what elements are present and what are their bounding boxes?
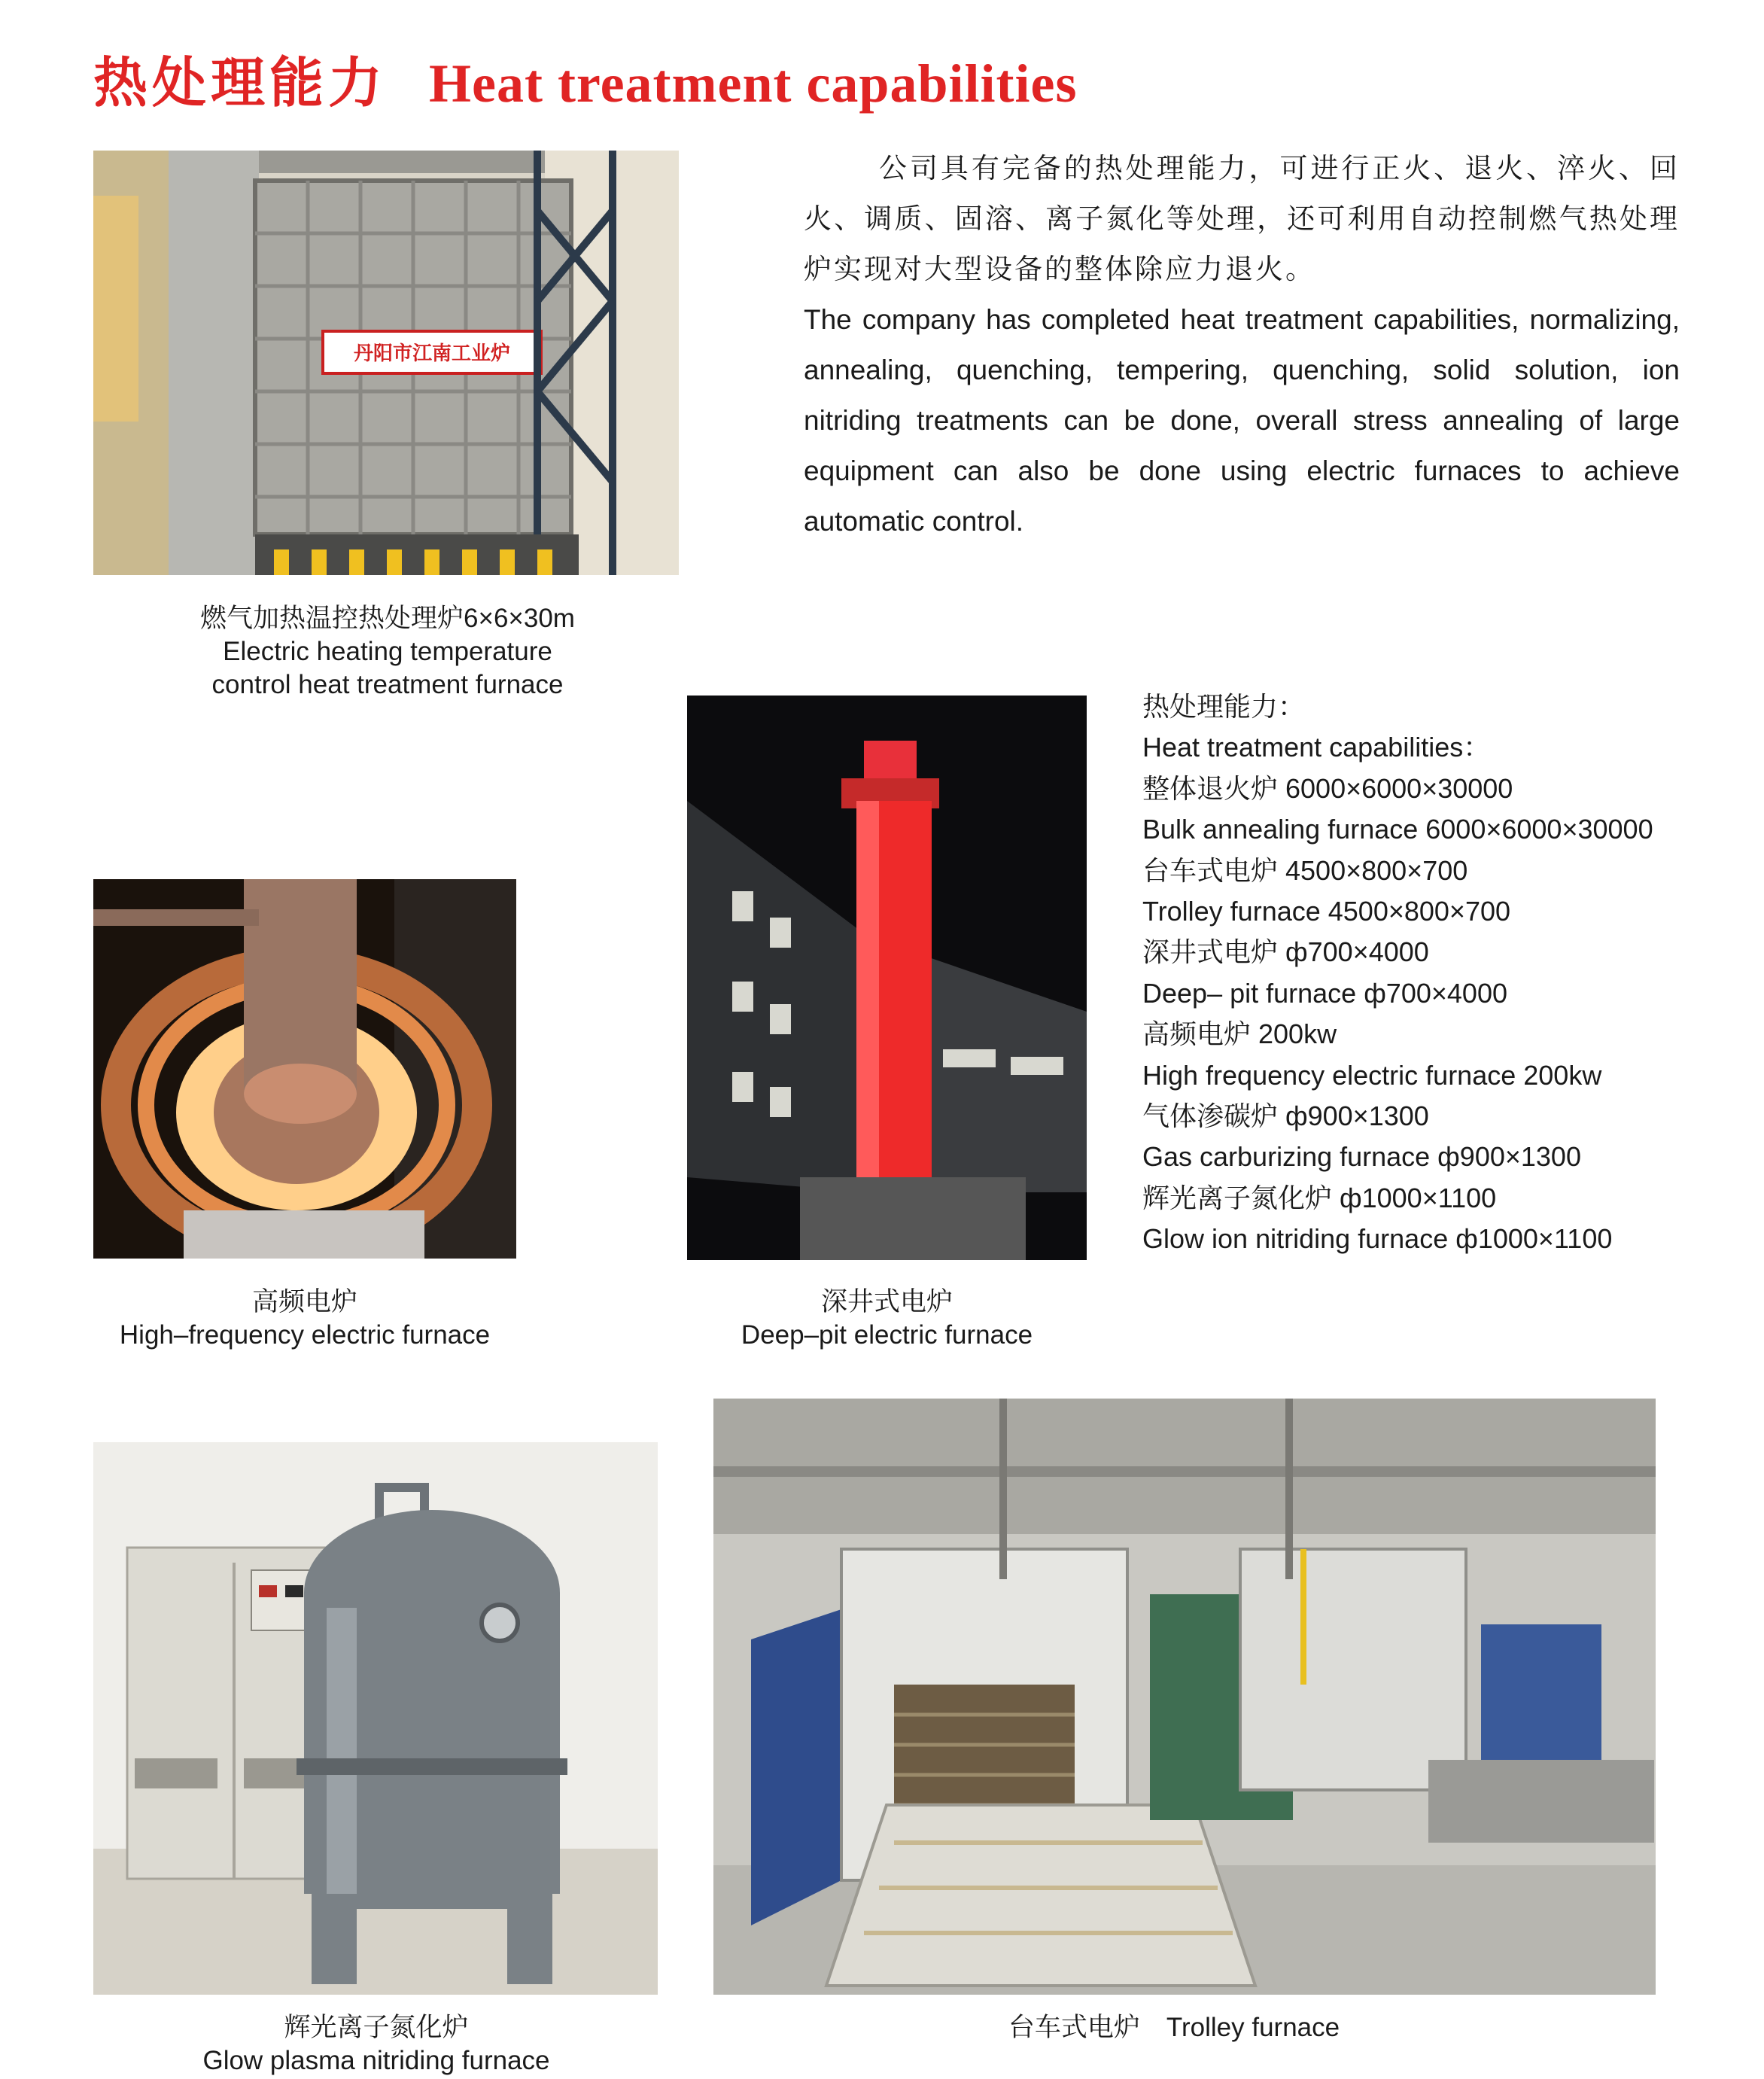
deep-pit-furnace-caption xyxy=(687,1286,1087,1352)
gas-furnace-caption-cn: 燃气加热温控热处理炉6×6×30m xyxy=(200,604,575,633)
furnace-sign: 丹阳市江南工业炉 xyxy=(353,342,511,365)
spec-line: 台车式电炉 4500×800×700 xyxy=(1142,854,1468,886)
intro-en: The company has completed heat treatment capabilities, normalizing, annealing, quenching, tempering, quenching, solid solution, ion nitriding treatments can be done, overall stress annealing of large equipment can also be done using electric furnaces to achieve automatic control. xyxy=(804,304,1680,537)
spec-line: Deep– pit furnace ф700×4000 xyxy=(1142,977,1507,1009)
intro-text xyxy=(804,143,1680,546)
high-freq-caption-cn: 高频电炉 xyxy=(251,1287,357,1316)
high-freq-caption-en: High–frequency electric furnace xyxy=(119,1320,491,1350)
spec-line: 气体渗碳炉 ф900×1300 xyxy=(1142,1100,1429,1132)
gas-furnace-caption-en-2: control heat treatment furnace xyxy=(211,670,564,699)
page-title xyxy=(93,39,1077,117)
deep-pit-furnace-photo xyxy=(687,696,1087,1260)
spec-line: 深井式电炉 ф700×4000 xyxy=(1142,936,1429,968)
gas-furnace-photo xyxy=(93,151,679,575)
high-frequency-furnace-caption xyxy=(75,1286,534,1352)
spec-line: Heat treatment capabilities： xyxy=(1142,732,1491,763)
glow-ion-furnace-photo xyxy=(93,1442,658,1995)
spec-line: Gas carburizing furnace ф900×1300 xyxy=(1142,1141,1581,1173)
spec-line: 热处理能力： xyxy=(1142,691,1306,722)
capabilities-list xyxy=(1142,686,1744,1260)
glow-ion-caption-cn: 辉光离子氮化炉 xyxy=(284,2013,469,2042)
spec-line: Trolley furnace 4500×800×700 xyxy=(1142,896,1511,927)
page-title-en: Heat treatment capabilities xyxy=(429,53,1078,114)
spec-line: Glow ion nitriding furnace ф1000×1100 xyxy=(1142,1223,1613,1255)
spec-line: 整体退火炉 6000×6000×30000 xyxy=(1142,772,1513,804)
spec-line: High frequency electric furnace 200kw xyxy=(1142,1059,1602,1091)
gas-furnace-caption-en-1: Electric heating temperature xyxy=(223,637,552,666)
high-frequency-furnace-photo xyxy=(93,879,516,1259)
deep-pit-caption-en: Deep–pit electric furnace xyxy=(741,1320,1033,1350)
spec-line: 辉光离子氮化炉 ф1000×1100 xyxy=(1142,1182,1497,1213)
glow-ion-furnace-caption xyxy=(113,2011,640,2077)
intro-cn: 公司具有完备的热处理能力，可进行正火、退火、淬火、回火、调质、固溶、离子氮化等处理，还可利用自动控制燃气热处理炉实现对大型设备的整体除应力退火。 xyxy=(804,153,1680,285)
deep-pit-caption-cn: 深井式电炉 xyxy=(820,1287,953,1316)
trolley-caption: 台车式电炉 Trolley furnace xyxy=(1008,2013,1340,2042)
glow-ion-caption-en: Glow plasma nitriding furnace xyxy=(202,2046,550,2075)
trolley-furnace-photo xyxy=(713,1399,1656,1995)
gas-furnace-caption xyxy=(135,602,640,702)
spec-line: Bulk annealing furnace 6000×6000×30000 xyxy=(1142,814,1653,845)
trolley-furnace-caption xyxy=(828,2011,1520,2044)
page-title-cn: 热处理能力 xyxy=(93,53,388,114)
spec-line: 高频电炉 200kw xyxy=(1142,1018,1337,1050)
